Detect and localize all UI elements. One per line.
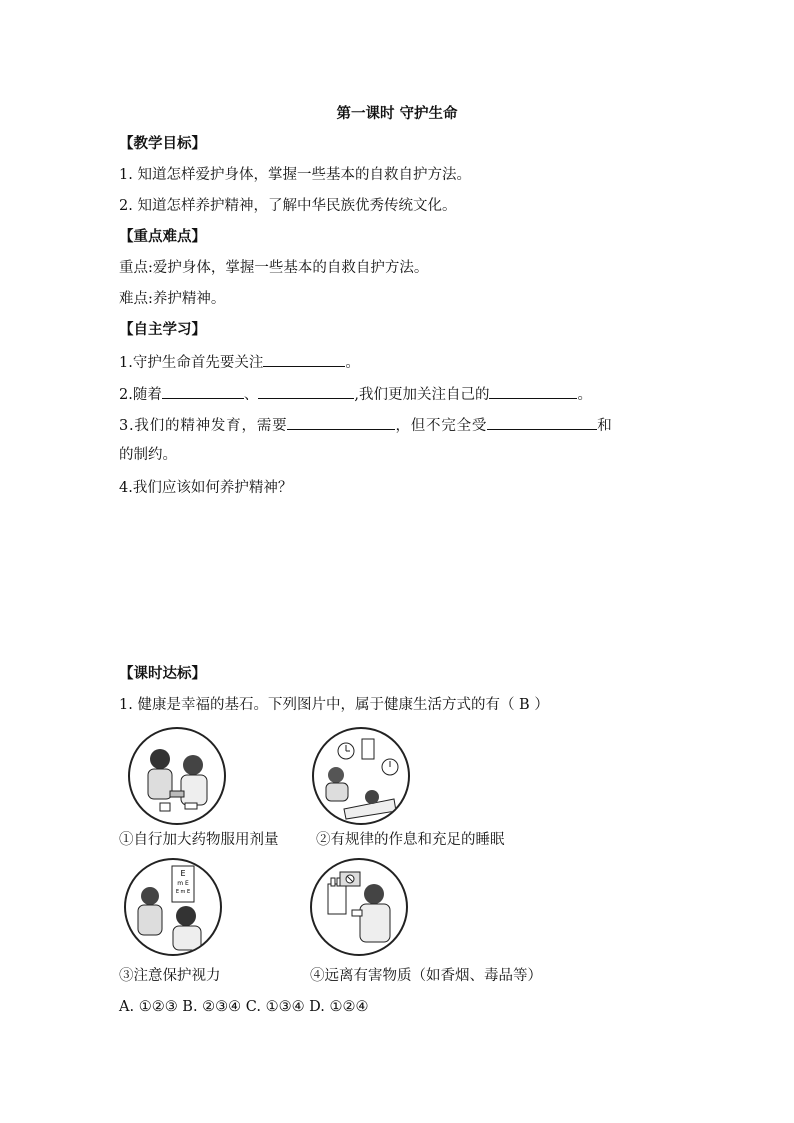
answer-blank[interactable] [489,383,577,399]
image-caption: ④远离有害物质（如香烟、毒品等） [310,968,542,984]
self-study-q2 [119,383,592,405]
q3-mid: ，但不完全受 [395,418,488,434]
refuse-harmful-substances-illustration [310,858,408,956]
objective-item: 1. 知道怎样爱护身体，掌握一些基本的自救自护方法。 [119,167,471,183]
self-study-q1 [119,351,360,373]
eye-care-illustration [124,858,222,956]
assessment-heading: 【课时达标】 [119,666,206,682]
answer-blank[interactable] [162,383,244,399]
answer-blank[interactable] [287,414,395,430]
objectives-heading: 【教学目标】 [119,136,206,152]
image-caption: ①自行加大药物服用剂量 [119,832,279,848]
answer-blank[interactable] [258,383,354,399]
q1-text: 1.守护生命首先要关注 [119,355,264,371]
self-study-q3-cont: 的制约。 [119,447,177,463]
self-study-q4: 4.我们应该如何养护精神？ [119,480,293,496]
q2-text: 2.随着 [119,387,162,403]
self-study-heading: 【自主学习】 [119,322,206,338]
answer-options: A. ①②③ B. ②③④ C. ①③④ D. ①②④ [119,999,369,1015]
key-points-heading: 【重点难点】 [119,229,206,245]
self-study-q3 [119,414,613,436]
image-caption: ③注意保护视力 [119,968,221,984]
q2-mid: ,我们更加关注自己的 [354,387,490,403]
q3-text: 3.我们的精神发育，需要 [119,418,288,434]
key-point: 重点:爱护身体，掌握一些基本的自救自护方法。 [119,260,429,276]
assessment-q1: 1. 健康是幸福的基石。下列图片中，属于健康生活方式的有（ B ） [119,697,549,713]
q2-end: 。 [577,387,592,403]
objective-item: 2. 知道怎样养护精神，了解中华民族优秀传统文化。 [119,198,457,214]
medicine-sharing-illustration [128,727,226,825]
answer-blank[interactable] [263,351,345,367]
q3-end: 和 [597,418,613,434]
regular-sleep-illustration [312,727,410,825]
page-title: 第一课时 守护生命 [336,106,458,122]
svg-text:E: E [180,869,186,878]
q1-end: 。 [345,355,360,371]
svg-text:m E: m E [177,880,189,887]
svg-text:E m E: E m E [175,889,191,895]
image-caption: ②有规律的作息和充足的睡眠 [316,832,505,848]
answer-blank[interactable] [487,414,597,430]
difficult-point: 难点:养护精神。 [119,291,226,307]
q2-sep: 、 [243,387,259,403]
